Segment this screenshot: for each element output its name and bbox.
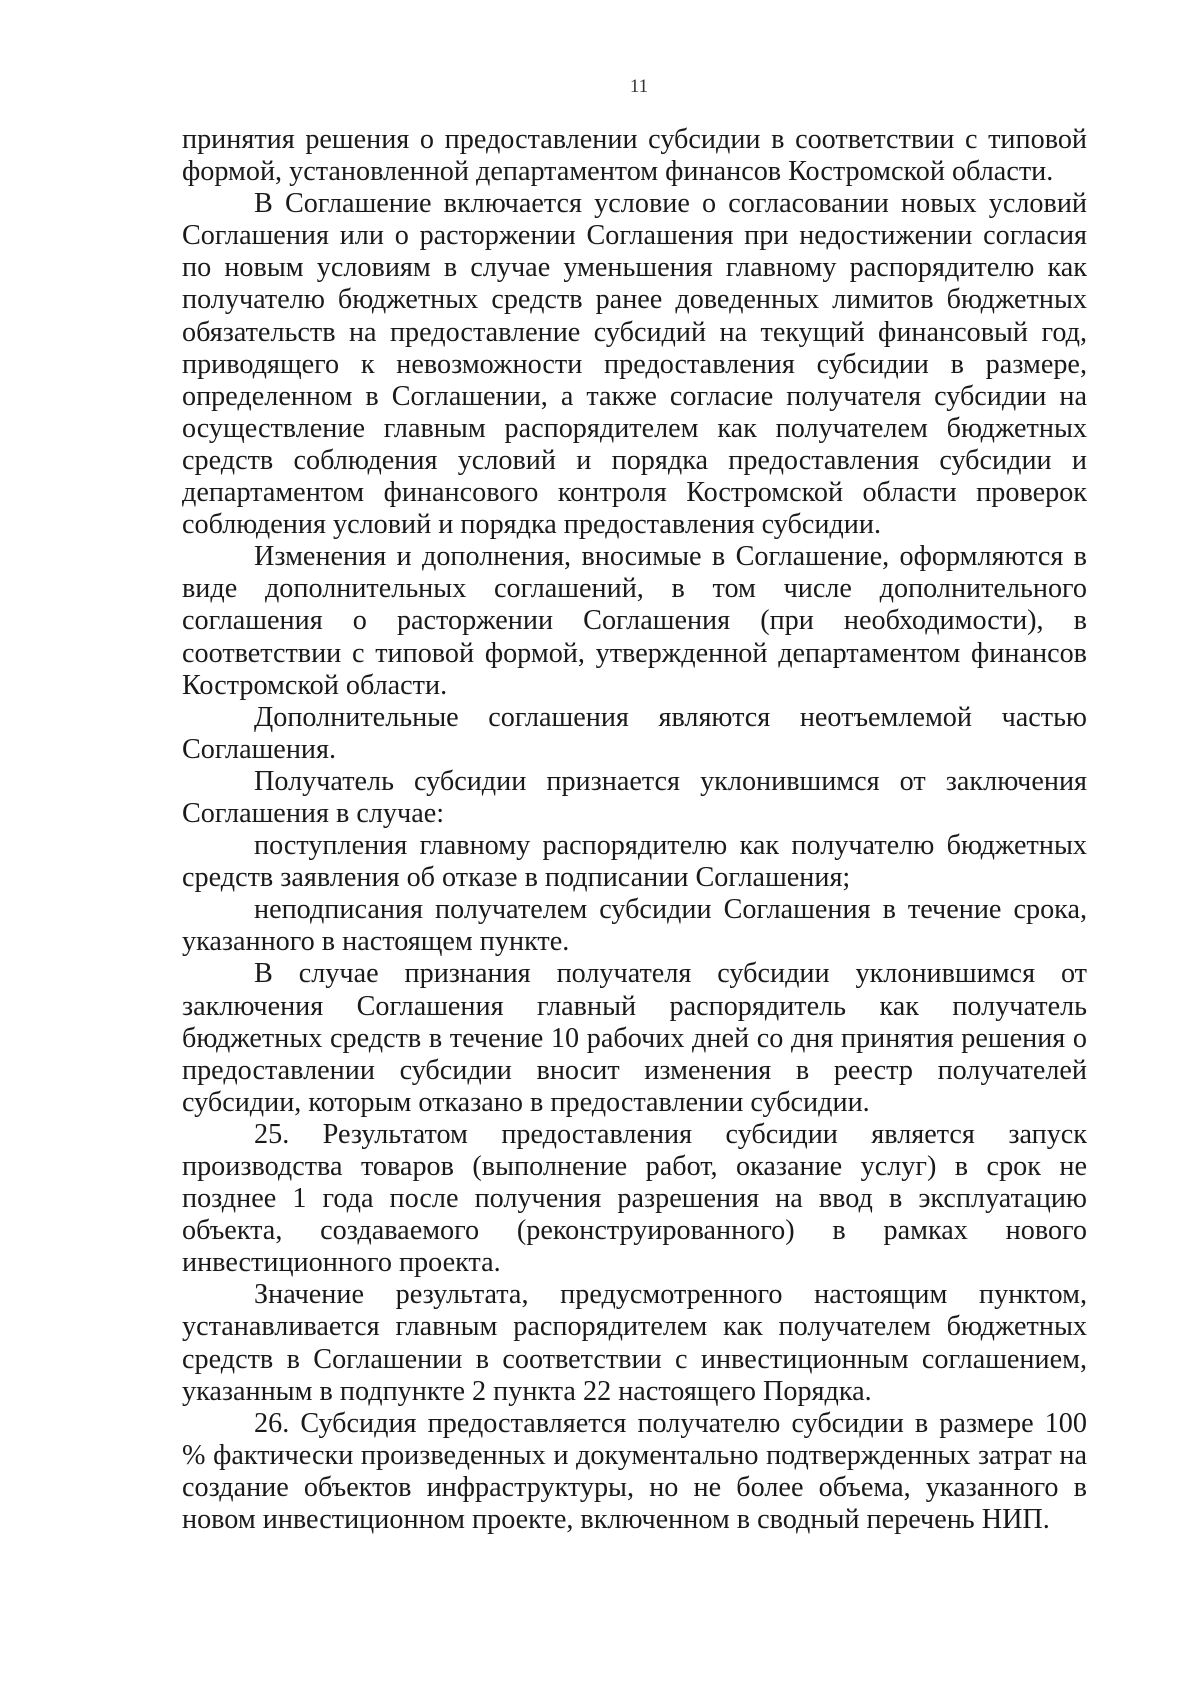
page-number: 11	[629, 76, 649, 97]
paragraph: принятия решения о предоставлении субсидии в соответствии с типовой формой, установленной департаментом финансов Костромской области.	[182, 124, 1087, 188]
paragraph: 26. Субсидия предоставляется получателю субсидии в размере 100 % фактически произведенных и документально подтвержденных затрат на создание объектов инфраструктуры, но не более объема, указанного в новом инвестиционном проекте, включенном в сводный перечень НИП.	[182, 1407, 1087, 1536]
paragraph: В Соглашение включается условие о согласовании новых условий Соглашения или о расторжении Соглашения при недостижении согласия по новым условиям в случае уменьшения главному распорядителю как получателю бюджетных средств ранее доведенных лимитов бюджетных обязательств на предоставление субсидий на текущий финансовый год, приводящего к невозможности предоставления субсидии в размере, определенном в Соглашении, а также согласие получателя субсидии на осуществление главным распорядителем как получателем бюджетных средств соблюдения условий и порядка предоставления субсидии и департаментом финансового контроля Костромской области проверок соблюдения условий и порядка предоставления субсидии.	[182, 188, 1087, 541]
paragraph: Дополнительные соглашения являются неотъемлемой частью Соглашения.	[182, 701, 1087, 765]
paragraph: поступления главному распорядителю как получателю бюджетных средств заявления об отказе в подписании Соглашения;	[182, 830, 1087, 894]
paragraph: неподписания получателем субсидии Соглашения в течение срока, указанного в настоящем пункте.	[182, 894, 1087, 958]
paragraph: Значение результата, предусмотренного настоящим пунктом, устанавливается главным распорядителем как получателем бюджетных средств в Соглашении в соответствии с инвестиционным соглашением, указанным в подпункте 2 пункта 22 настоящего Порядка.	[182, 1279, 1087, 1407]
paragraph: Получатель субсидии признается уклонившимся от заключения Соглашения в случае:	[182, 765, 1087, 829]
document-body	[182, 124, 1087, 1536]
paragraph: В случае признания получателя субсидии уклонившимся от заключения Соглашения главный распорядитель как получатель бюджетных средств в течение 10 рабочих дней со дня принятия решения о предоставлении субсидии вносит изменения в реестр получателей субсидии, которым отказано в предоставлении субсидии.	[182, 958, 1087, 1118]
paragraph: Изменения и дополнения, вносимые в Соглашение, оформляются в виде дополнительных соглашений, в том числе дополнительного соглашения о расторжении Соглашения (при необходимости), в соответствии с типовой формой, утвержденной департаментом финансов Костромской области.	[182, 541, 1087, 701]
paragraph: 25. Результатом предоставления субсидии является запуск производства товаров (выполнение работ, оказание услуг) в срок не позднее 1 года после получения разрешения на ввод в эксплуатацию объекта, создаваемого (реконструированного) в рамках нового инвестиционного проекта.	[182, 1118, 1087, 1279]
